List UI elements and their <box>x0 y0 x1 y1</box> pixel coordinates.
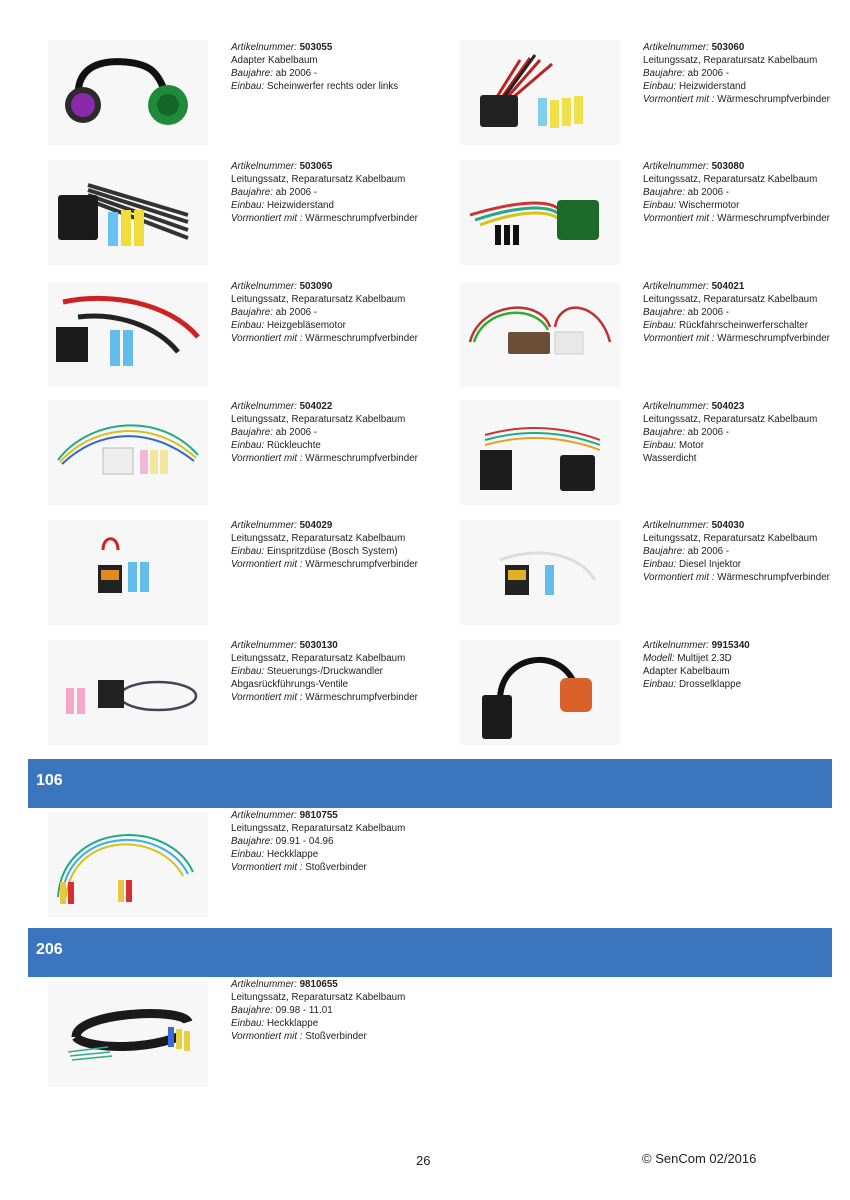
product-info <box>643 519 848 584</box>
field-value: Heizwiderstand <box>266 200 334 211</box>
field-label: Vormontiert mit : <box>643 94 718 105</box>
field-value: Scheinwerfer rechts oder links <box>266 81 399 92</box>
product-line <box>231 186 436 199</box>
field-label: Einbau: <box>231 81 267 92</box>
article-number: 504029 <box>299 520 333 531</box>
field-value: ab 2006 - <box>275 68 318 79</box>
article-number: 503065 <box>299 161 333 172</box>
product-line <box>643 678 848 691</box>
product-line <box>231 400 436 413</box>
product-line <box>231 665 436 678</box>
field-value: ab 2006 - <box>687 187 730 198</box>
product-line <box>231 848 436 861</box>
field-label: Einbau: <box>231 320 267 331</box>
field-label: Baujahre: <box>231 1005 276 1016</box>
field-label: Baujahre: <box>231 427 276 438</box>
field-value: Leitungssatz, Reparatursatz Kabelbaum <box>231 653 406 664</box>
field-label: Vormontiert mit : <box>231 333 306 344</box>
field-value: Wärmeschrumpfverbinder <box>305 559 418 570</box>
product-info <box>643 160 848 225</box>
product-line <box>231 652 436 665</box>
field-value: Heckklappe <box>266 1018 319 1029</box>
field-value: Stoßverbinder <box>305 1031 367 1042</box>
field-label: Artikelnummer: <box>643 281 712 292</box>
product-image-503090 <box>48 282 208 387</box>
field-value: ab 2006 - <box>275 187 318 198</box>
copyright: © SenCom 02/2016 <box>642 1151 757 1166</box>
product-line <box>643 199 848 212</box>
product-info <box>643 41 848 106</box>
product-image-503065 <box>48 160 208 265</box>
field-value: Wärmeschrumpfverbinder <box>305 333 418 344</box>
field-label: Modell: <box>643 653 678 664</box>
field-value: ab 2006 - <box>687 68 730 79</box>
field-value: Wasserdicht <box>643 453 697 464</box>
product-line <box>643 545 848 558</box>
field-value: Wärmeschrumpfverbinder <box>305 453 418 464</box>
product-line <box>231 558 436 571</box>
product-line <box>643 41 848 54</box>
field-value: Leitungssatz, Reparatursatz Kabelbaum <box>643 294 818 305</box>
field-label: Einbau: <box>231 1018 267 1029</box>
product-line <box>231 532 436 545</box>
field-value: ab 2006 - <box>687 546 730 557</box>
field-value: Drosselklappe <box>678 679 742 690</box>
product-line <box>231 822 436 835</box>
article-number: 504023 <box>711 401 745 412</box>
field-label: Vormontiert mit : <box>231 559 306 570</box>
product-image-504030 <box>460 520 620 625</box>
product-line <box>231 1030 436 1043</box>
field-label: Artikelnummer: <box>231 161 300 172</box>
section-band-106 <box>28 759 832 808</box>
product-line <box>231 691 436 704</box>
product-line <box>643 639 848 652</box>
product-line <box>231 319 436 332</box>
product-info <box>231 400 436 465</box>
field-value: Adapter Kabelbaum <box>231 55 318 66</box>
page-number: 26 <box>416 1153 431 1168</box>
product-line <box>231 861 436 874</box>
product-line <box>231 293 436 306</box>
field-label: Artikelnummer: <box>643 401 712 412</box>
product-line <box>231 439 436 452</box>
field-value: Wärmeschrumpfverbinder <box>717 213 830 224</box>
product-info <box>231 639 436 704</box>
product-image-9915340 <box>460 640 620 745</box>
field-value: Motor <box>678 440 704 451</box>
article-number: 503055 <box>299 42 333 53</box>
field-label: Artikelnummer: <box>231 520 300 531</box>
field-value: Wärmeschrumpfverbinder <box>305 692 418 703</box>
field-value: Abgasrückführungs-Ventile <box>231 679 349 690</box>
product-info <box>231 978 436 1043</box>
field-label: Vormontiert mit : <box>231 1031 306 1042</box>
field-label: Vormontiert mit : <box>643 572 718 583</box>
product-line <box>643 558 848 571</box>
field-value: Wärmeschrumpfverbinder <box>717 333 830 344</box>
field-value: Wärmeschrumpfverbinder <box>717 94 830 105</box>
field-label: Artikelnummer: <box>231 810 300 821</box>
field-label: Artikelnummer: <box>231 281 300 292</box>
product-line <box>231 452 436 465</box>
field-label: Baujahre: <box>231 187 276 198</box>
field-value: Leitungssatz, Reparatursatz Kabelbaum <box>231 414 406 425</box>
product-line <box>231 978 436 991</box>
field-value: Steuerungs-/Druckwandler <box>266 666 383 677</box>
product-line <box>643 67 848 80</box>
field-value: Leitungssatz, Reparatursatz Kabelbaum <box>643 174 818 185</box>
product-line <box>231 173 436 186</box>
field-value: Multijet 2.3D <box>677 653 732 664</box>
product-info <box>231 41 436 93</box>
product-image-503055 <box>48 40 208 145</box>
article-number: 504030 <box>711 520 745 531</box>
field-label: Einbau: <box>643 559 679 570</box>
product-line <box>643 532 848 545</box>
product-line <box>231 80 436 93</box>
product-line <box>643 652 848 665</box>
field-value: Wischermotor <box>678 200 740 211</box>
product-line <box>643 332 848 345</box>
product-line <box>643 280 848 293</box>
article-number: 504021 <box>711 281 745 292</box>
article-number: 5030130 <box>299 640 338 651</box>
product-image-503060 <box>460 40 620 145</box>
section-title: 206 <box>36 941 63 958</box>
field-value: 09.98 - 11.01 <box>275 1005 333 1016</box>
product-line <box>643 426 848 439</box>
article-number: 503090 <box>299 281 333 292</box>
product-line <box>231 199 436 212</box>
product-info <box>231 519 436 571</box>
product-line <box>231 426 436 439</box>
field-value: Adapter Kabelbaum <box>643 666 730 677</box>
field-value: Leitungssatz, Reparatursatz Kabelbaum <box>231 992 406 1003</box>
field-label: Einbau: <box>643 200 679 211</box>
field-label: Einbau: <box>643 320 679 331</box>
field-label: Baujahre: <box>643 68 688 79</box>
article-number: 9915340 <box>711 640 750 651</box>
field-label: Einbau: <box>643 440 679 451</box>
product-line <box>643 293 848 306</box>
field-value: ab 2006 - <box>687 427 730 438</box>
article-number: 9810755 <box>299 810 338 821</box>
field-label: Baujahre: <box>643 187 688 198</box>
field-label: Baujahre: <box>231 68 276 79</box>
product-line <box>231 212 436 225</box>
field-value: Leitungssatz, Reparatursatz Kabelbaum <box>643 55 818 66</box>
article-number: 503080 <box>711 161 745 172</box>
product-info <box>231 809 436 874</box>
product-image-5030130 <box>48 640 208 745</box>
product-line <box>643 400 848 413</box>
product-info <box>231 160 436 225</box>
article-number: 9810655 <box>299 979 338 990</box>
field-label: Einbau: <box>231 849 267 860</box>
product-line <box>231 1017 436 1030</box>
field-value: Leitungssatz, Reparatursatz Kabelbaum <box>231 294 406 305</box>
product-info <box>231 280 436 345</box>
field-value: Wärmeschrumpfverbinder <box>305 213 418 224</box>
product-line <box>643 319 848 332</box>
field-label: Artikelnummer: <box>231 640 300 651</box>
field-label: Einbau: <box>643 81 679 92</box>
product-line <box>231 306 436 319</box>
product-image-504022 <box>48 400 208 505</box>
product-image-9810655 <box>48 982 208 1087</box>
field-label: Baujahre: <box>231 307 276 318</box>
field-label: Vormontiert mit : <box>231 213 306 224</box>
product-image-504021 <box>460 282 620 387</box>
product-line <box>231 991 436 1004</box>
product-line <box>643 571 848 584</box>
product-line <box>643 306 848 319</box>
field-value: Leitungssatz, Reparatursatz Kabelbaum <box>231 533 406 544</box>
product-line <box>643 439 848 452</box>
field-label: Artikelnummer: <box>643 42 712 53</box>
product-line <box>231 519 436 532</box>
field-label: Artikelnummer: <box>643 640 712 651</box>
field-value: 09.91 - 04.96 <box>275 836 334 847</box>
field-value: ab 2006 - <box>275 307 318 318</box>
field-label: Einbau: <box>643 679 679 690</box>
product-line <box>231 809 436 822</box>
field-value: Leitungssatz, Reparatursatz Kabelbaum <box>643 533 818 544</box>
field-value: Leitungssatz, Reparatursatz Kabelbaum <box>231 823 406 834</box>
product-line <box>643 80 848 93</box>
article-number: 503060 <box>711 42 745 53</box>
product-line <box>231 54 436 67</box>
field-label: Vormontiert mit : <box>643 333 718 344</box>
product-line <box>231 639 436 652</box>
field-value: ab 2006 - <box>687 307 730 318</box>
product-info <box>643 280 848 345</box>
product-line <box>643 212 848 225</box>
product-image-504029 <box>48 520 208 625</box>
field-value: Rückleuchte <box>266 440 321 451</box>
product-image-503080 <box>460 160 620 265</box>
field-value: Leitungssatz, Reparatursatz Kabelbaum <box>643 414 818 425</box>
field-label: Artikelnummer: <box>231 979 300 990</box>
product-line <box>643 519 848 532</box>
field-value: ab 2006 - <box>275 427 318 438</box>
field-label: Baujahre: <box>643 307 688 318</box>
product-line <box>231 545 436 558</box>
product-line <box>643 173 848 186</box>
product-line <box>643 93 848 106</box>
field-label: Baujahre: <box>643 546 688 557</box>
field-label: Vormontiert mit : <box>231 453 306 464</box>
section-band-206 <box>28 928 832 977</box>
product-info <box>643 400 848 465</box>
product-image-504023 <box>460 400 620 505</box>
field-label: Baujahre: <box>643 427 688 438</box>
product-line <box>231 160 436 173</box>
product-line <box>643 452 848 465</box>
product-line <box>643 186 848 199</box>
field-value: Stoßverbinder <box>305 862 367 873</box>
product-line <box>231 413 436 426</box>
product-line <box>231 1004 436 1017</box>
field-label: Einbau: <box>231 440 267 451</box>
field-label: Vormontiert mit : <box>231 862 306 873</box>
field-label: Einbau: <box>231 666 267 677</box>
field-label: Einbau: <box>231 546 267 557</box>
field-value: Heizgebläsemotor <box>266 320 346 331</box>
product-line <box>231 835 436 848</box>
product-info <box>643 639 848 691</box>
field-label: Einbau: <box>231 200 267 211</box>
field-label: Baujahre: <box>231 836 276 847</box>
field-label: Vormontiert mit : <box>231 692 306 703</box>
field-value: Heckklappe <box>266 849 319 860</box>
product-line <box>231 678 436 691</box>
field-value: Wärmeschrumpfverbinder <box>717 572 830 583</box>
field-value: Leitungssatz, Reparatursatz Kabelbaum <box>231 174 406 185</box>
field-value: Rückfahrscheinwerferschalter <box>678 320 808 331</box>
product-line <box>643 160 848 173</box>
product-line <box>231 280 436 293</box>
section-title: 106 <box>36 772 63 789</box>
product-line <box>643 413 848 426</box>
field-value: Heizwiderstand <box>678 81 746 92</box>
article-number: 504022 <box>299 401 333 412</box>
field-value: Einspritzdüse (Bosch System) <box>266 546 398 557</box>
product-line <box>231 67 436 80</box>
product-line <box>231 41 436 54</box>
field-label: Artikelnummer: <box>643 161 712 172</box>
product-line <box>643 54 848 67</box>
field-value: Diesel Injektor <box>678 559 742 570</box>
product-line <box>643 665 848 678</box>
field-label: Vormontiert mit : <box>643 213 718 224</box>
product-line <box>231 332 436 345</box>
field-label: Artikelnummer: <box>643 520 712 531</box>
field-label: Artikelnummer: <box>231 401 300 412</box>
product-image-9810755 <box>48 812 208 917</box>
field-label: Artikelnummer: <box>231 42 300 53</box>
